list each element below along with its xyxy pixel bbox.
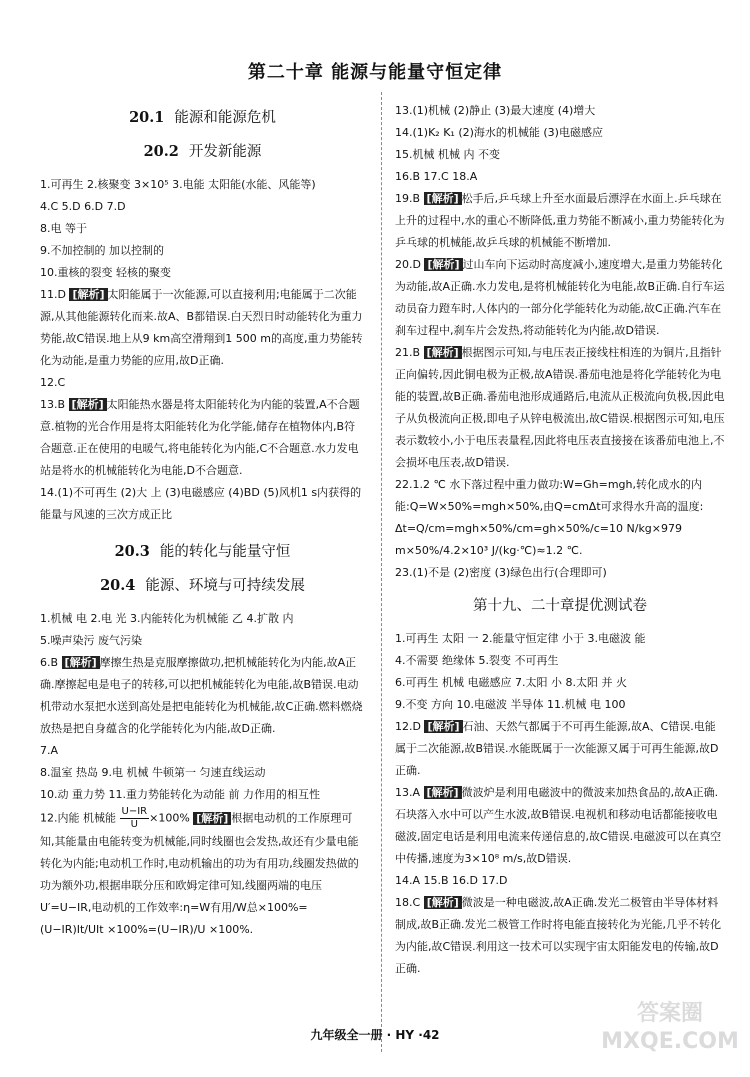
test-answer-18: 18.C [解析] 微波是一种电磁波,故A正确.发光二极管由半导体材料制成,故B正确.发光二极管工作时将电能直接转化为光能,几乎不转化为内能,故C错误.利用这一技术可以实现宇宙太阳能发电的传输,故D正确. bbox=[395, 896, 722, 975]
section-20-4-heading: 20.4 能源、环境与可持续发展 bbox=[100, 577, 305, 594]
answer-11: 11.D [解析] 太阳能属于一次能源,可以直接利用;电能属于二次能源,从其他能源转化而来.故A、B都错误.白天烈日时动能转化为重力势能,故C错误.地上从9 km高空滑翔到1 500 m的高度,重力势能转化为动能,是重力势能的应用,故D正确. bbox=[40, 288, 363, 367]
column-divider bbox=[381, 92, 382, 1052]
page-title: 第二十章 能源与能量守恒定律 bbox=[247, 62, 503, 83]
answer-14: 14.(1)K₂ K₁ (2)海水的机械能 (3)电磁感应 bbox=[395, 126, 603, 139]
s4-answer-8: 8.温室 热岛 9.电 机械 牛顿第一 匀速直线运动 bbox=[40, 766, 266, 779]
analysis-tag: [解析] bbox=[424, 896, 462, 909]
test-paper-heading: 第十九、二十章提优测试卷 bbox=[473, 598, 647, 614]
s4-answer-1: 1.机械 电 2.电 光 3.内能转化为机械能 乙 4.扩散 内 bbox=[40, 612, 294, 625]
test-answer-6: 6.可再生 机械 电磁感应 7.太阳 小 8.太阳 并 火 bbox=[395, 676, 627, 689]
answer-22: 22.1.2 ℃ 水下落过程中重力做功:W=Gh=mgh,转化成水的内能:Q=W×50%=mgh×50%,由Q=cmΔt可求得水升高的温度: bbox=[395, 478, 704, 513]
analysis-tag: [解析] bbox=[424, 720, 462, 733]
page-footer: 九年级全一册 · HY ·42 bbox=[310, 1028, 440, 1042]
answer-4: 4.C 5.D 6.D 7.D bbox=[40, 200, 126, 213]
efficiency-fraction: $\frac{U-IR}{U}$ bbox=[121, 806, 148, 830]
answer-23: 23.(1)不是 (2)密度 (3)绿色出行(合理即可) bbox=[395, 566, 607, 579]
analysis-tag: [解析] bbox=[69, 398, 107, 411]
left-column bbox=[40, 100, 365, 941]
answer-9: 9.不加控制的 加以控制的 bbox=[40, 244, 164, 257]
analysis-tag: [解析] bbox=[424, 192, 462, 205]
section-20-2-heading: 20.2 开发新能源 bbox=[143, 143, 262, 160]
test-answer-14: 14.A 15.B 16.D 17.D bbox=[395, 874, 508, 887]
test-answer-13: 13.A [解析] 微波炉是利用电磁波中的微波来加热食品的,故A正确.石块落入水中可以产生水波,故B错误.电视机和移动电话都能接收电磁波,固定电话是利用电流来传递信息的,故C错误.电磁波可以在真空中传播,速度为3×10⁸ m/s,故D错误. bbox=[395, 786, 722, 865]
s4-answer-7: 7.A bbox=[40, 744, 59, 757]
answer-14: 14.(1)不可再生 (2)大 上 (3)电磁感应 (4)BD (5)风机1 s内获得的能量与风速的三次方成正比 bbox=[40, 486, 362, 521]
answer-12: 12.C bbox=[40, 376, 66, 389]
s4-answer-5: 5.噪声染污 废气污染 bbox=[40, 634, 142, 647]
analysis-tag: [解析] bbox=[424, 786, 462, 799]
test-answer-4: 4.不需要 绝缘体 5.裂变 不可再生 bbox=[395, 654, 559, 667]
analysis-tag: [解析] bbox=[193, 812, 231, 825]
answer-10: 10.重核的裂变 轻核的聚变 bbox=[40, 266, 171, 279]
s4-answer-10: 10.动 重力势 11.重力势能转化为动能 前 力作用的相互性 bbox=[40, 788, 320, 801]
analysis-tag: [解析] bbox=[69, 288, 107, 301]
answer-15: 15.机械 机械 内 不变 bbox=[395, 148, 500, 161]
test-answer-12: 12.D [解析] 石油、天然气都属于不可再生能源,故A、C错误.电能属于二次能源,故B错误.水能既属于一次能源又属于可再生能源,故D正确. bbox=[395, 720, 719, 777]
answer-22-formula: Δt=Q/cm=mgh×50%/cm=gh×50%/c=10 N/kg×979 m×50%/4.2×10³ J/(kg·℃)≈1.2 ℃. bbox=[395, 522, 683, 557]
answer-20: 20.D [解析] 过山车向下运动时高度减小,速度增大,是重力势能转化为动能,故A正确.水力发电,是将机械能转化为电能,故B正确.自行车运动员奋力蹬车时,人体内的一部分化学能转化为动能,故C正确.汽车在刹车过程中,刹车片会发热,将动能转化为内能,故D错误. bbox=[395, 258, 725, 337]
analysis-tag: [解析] bbox=[62, 656, 100, 669]
answer-19: 19.B [解析] 松手后,乒乓球上升至水面最后漂浮在水面上.乒乓球在上升的过程中,水的重心不断降低,重力势能不断减小,重力势能转化为乒乓球的机械能,故乒乓球的机械能不断增加. bbox=[395, 192, 725, 249]
answer-1: 1.可再生 2.核聚变 3×10⁵ 3.电能 太阳能(水能、风能等) bbox=[40, 178, 316, 191]
analysis-tag: [解析] bbox=[424, 346, 462, 359]
answer-13: 13.(1)机械 (2)静止 (3)最大速度 (4)增大 bbox=[395, 104, 596, 117]
section-20-1-heading: 20.1 能源和能源危机 bbox=[129, 109, 276, 126]
s4-answer-12-formula: (U−IR)It/UIt ×100%=(U−IR)/U ×100%. bbox=[40, 923, 254, 936]
analysis-tag: [解析] bbox=[424, 258, 462, 271]
answer-8: 8.电 等于 bbox=[40, 222, 87, 235]
answer-21: 21.B [解析] 根据图示可知,与电压表正接线柱相连的为铜片,且指针正向偏转,因此铜电极为正极,故A错误.番茄电池是将化学能转化为电能的装置,故B正确.番茄电池形成通路后,电流从正极流向负极,因此电子从负极流向正极,即电子从锌电极流出,故C错误.根据图示可知,电压表示数较小,小于电压表量程,因此将电压表直接接在该番茄电池上,不会损坏电压表,故D错误. bbox=[395, 346, 725, 469]
answer-13: 13.B [解析] 太阳能热水器是将太阳能转化为内能的装置,A不合题意.植物的光合作用是将太阳能转化为化学能,储存在植物体内,B符合题意.正在使用的电暖气,将电能转化为内能,C不合题意.水力发电站是将水的机械能转化为电能,D不合题意. bbox=[40, 398, 360, 477]
section-20-3-heading: 20.3 能的转化与能量守恒 bbox=[114, 543, 291, 560]
watermark-logo: 答案圈 MXQE.COM bbox=[601, 1001, 739, 1054]
right-column bbox=[395, 100, 725, 980]
test-answer-9: 9.不变 方向 10.电磁波 半导体 11.机械 电 100 bbox=[395, 698, 626, 711]
answer-16: 16.B 17.C 18.A bbox=[395, 170, 478, 183]
s4-answer-6: 6.B [解析] 摩擦生热是克服摩擦做功,把机械能转化为内能,故A正确.摩擦起电是电子的转移,可以把机械能转化为电能,故B错误.电动机带动水泵把水送到高处是把电能转化为机械能,故C正确.燃料燃烧放热是把自身蕴含的化学能转化为内能,故D正确. bbox=[40, 656, 363, 735]
s4-answer-12: 12.内能 机械能 $\frac{U-IR}{U}$ ×100% [解析] 根据电动机的工作原理可知,其能量由电能转变为机械能,同时线圈也会发热,故还有少量电能转化为内能;电动机工作时,电动机输出的功为有用功,线圈发热做的功为额外功,根据串联分压和欧姆定律可知,线圈两端的电压 U′=U−IR,电动机的工作效率:η=W有用/W总×100%= bbox=[40, 806, 359, 914]
test-answer-1: 1.可再生 太阳 一 2.能量守恒定律 小于 3.电磁波 能 bbox=[395, 632, 646, 645]
